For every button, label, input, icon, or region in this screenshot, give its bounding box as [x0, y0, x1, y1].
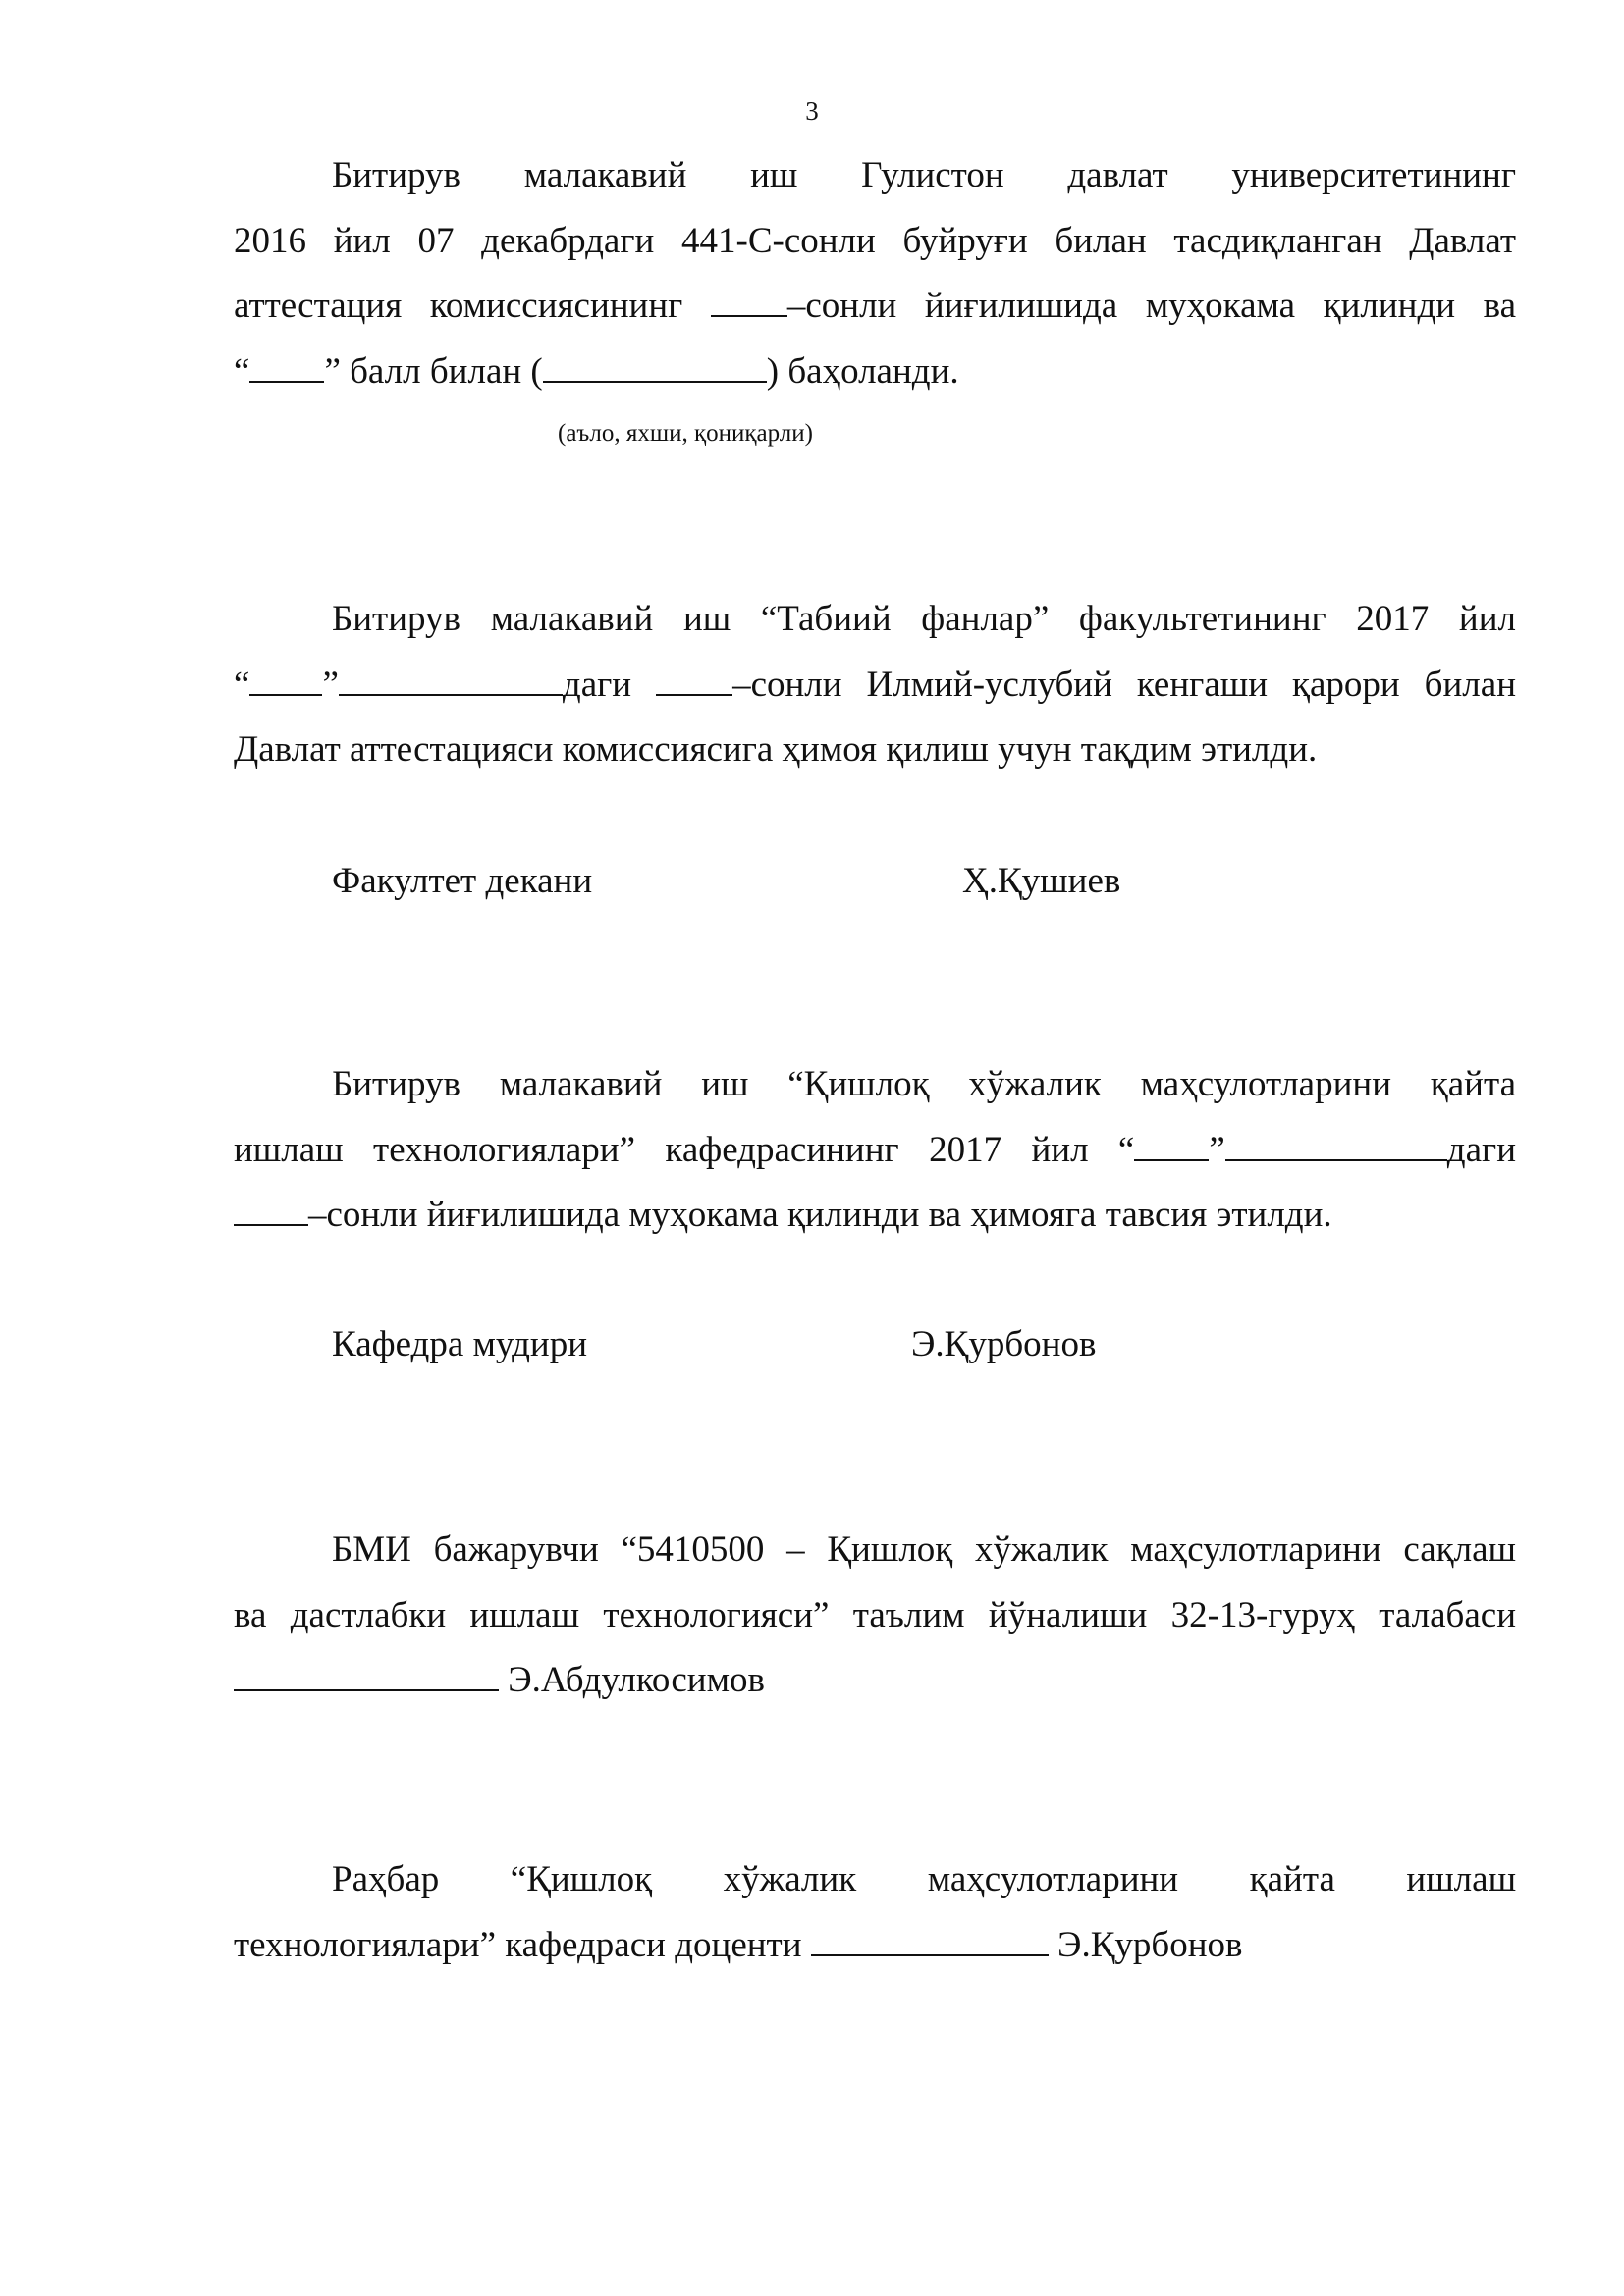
word: хўжалик — [723, 1859, 857, 1899]
head-of-department-name: Э.Қурбонов — [911, 1324, 1097, 1364]
student-name: Э.Абдулкосимов — [499, 1660, 765, 1700]
word: қайта — [1249, 1859, 1335, 1899]
blank-line — [339, 693, 563, 696]
signature-line — [811, 1953, 1049, 1956]
text: аттестация комиссиясининг — [234, 286, 711, 326]
page-number: 3 — [805, 96, 819, 126]
text: технологиялари” кафедраси доценти — [234, 1924, 811, 1965]
text: ) баҳоланди. — [766, 350, 959, 392]
attestation-paragraph — [234, 143, 1516, 404]
text: ишлаш технологиялари” кафедрасининг 2017 йил “ — [234, 1129, 1135, 1170]
text: ” — [1209, 1129, 1225, 1170]
word: маҳсулотларини — [927, 1859, 1179, 1899]
blank-line — [249, 693, 322, 696]
department-paragraph — [234, 1052, 1516, 1249]
student-line-3 — [234, 1648, 1516, 1714]
department-line-1: Битирув малакавий иш “Қишлоқ хўжалик маҳсулотларини қайта — [332, 1064, 1516, 1104]
blank-line — [711, 314, 787, 317]
grade-note: (аъло, яхши, қониқарли) — [558, 420, 813, 447]
word: университетининг — [1231, 155, 1517, 195]
blank-line — [249, 380, 324, 383]
supervisor-name: Э.Қурбонов — [1048, 1924, 1243, 1965]
word: Раҳбар — [332, 1859, 440, 1899]
blank-line — [234, 1223, 308, 1226]
text: ” — [322, 664, 339, 705]
student-line-2: ва дастлабки ишлаш технологияси” таълим йўналиши 32-13-гуруҳ талабаси — [234, 1594, 1516, 1635]
student-line-1: БМИ бажарувчи “5410500 – Қишлоқ хўжалик маҳсулотларини сақлаш — [332, 1529, 1516, 1570]
text: даги — [562, 664, 657, 705]
text: “ — [234, 350, 250, 392]
text: –сонли Илмий-услубий кенгаши қарори билан — [732, 664, 1516, 705]
word: давлат — [1067, 155, 1168, 195]
text: –сонли йиғилишида муҳокама қилинди ва ҳимояга тавсия этилди. — [308, 1195, 1332, 1235]
word: ишлаш — [1406, 1859, 1517, 1899]
blank-line — [1134, 1158, 1209, 1161]
word: иш — [750, 155, 798, 195]
head-of-department-title: Кафедра мудири — [332, 1324, 588, 1364]
blank-line — [1225, 1158, 1447, 1161]
department-line-3 — [234, 1183, 1516, 1249]
supervisor-paragraph — [234, 1847, 1516, 1978]
attestation-line-2: 2016 йил 07 декабрдаги 441-С-сонли буйруғи билан тасдиқланган Давлат — [234, 220, 1516, 261]
attestation-line-4 — [234, 340, 1516, 405]
faculty-paragraph — [234, 587, 1516, 783]
signature-line — [234, 1688, 499, 1691]
word: Битирув — [332, 155, 460, 195]
student-paragraph — [234, 1518, 1516, 1714]
supervisor-line-1 — [234, 1847, 1516, 1913]
blank-line — [656, 693, 732, 696]
supervisor-line-2 — [234, 1913, 1516, 1979]
faculty-line-2 — [234, 653, 1516, 719]
attestation-line-1 — [234, 143, 1516, 209]
text: –сонли йиғилишида муҳокама қилинди ва — [786, 286, 1516, 326]
word: Гулистон — [861, 155, 1004, 195]
text: ” балл билан ( — [324, 350, 543, 392]
word: малакавий — [523, 155, 687, 195]
text: даги — [1446, 1129, 1516, 1170]
department-line-2 — [234, 1118, 1516, 1184]
attestation-line-3 — [234, 274, 1516, 340]
dean-name: Ҳ.Қушиев — [962, 861, 1121, 901]
blank-line — [543, 380, 767, 383]
faculty-line-1: Битирув малакавий иш “Табиий фанлар” факультетининг 2017 йил — [332, 599, 1516, 639]
dean-title: Факултет декани — [332, 861, 593, 901]
text: “ — [234, 664, 250, 705]
word: “Қишлоқ — [510, 1859, 653, 1899]
faculty-line-3: Давлат аттестацияси комиссиясига ҳимоя қилиш учун тақдим этилди. — [234, 729, 1318, 770]
